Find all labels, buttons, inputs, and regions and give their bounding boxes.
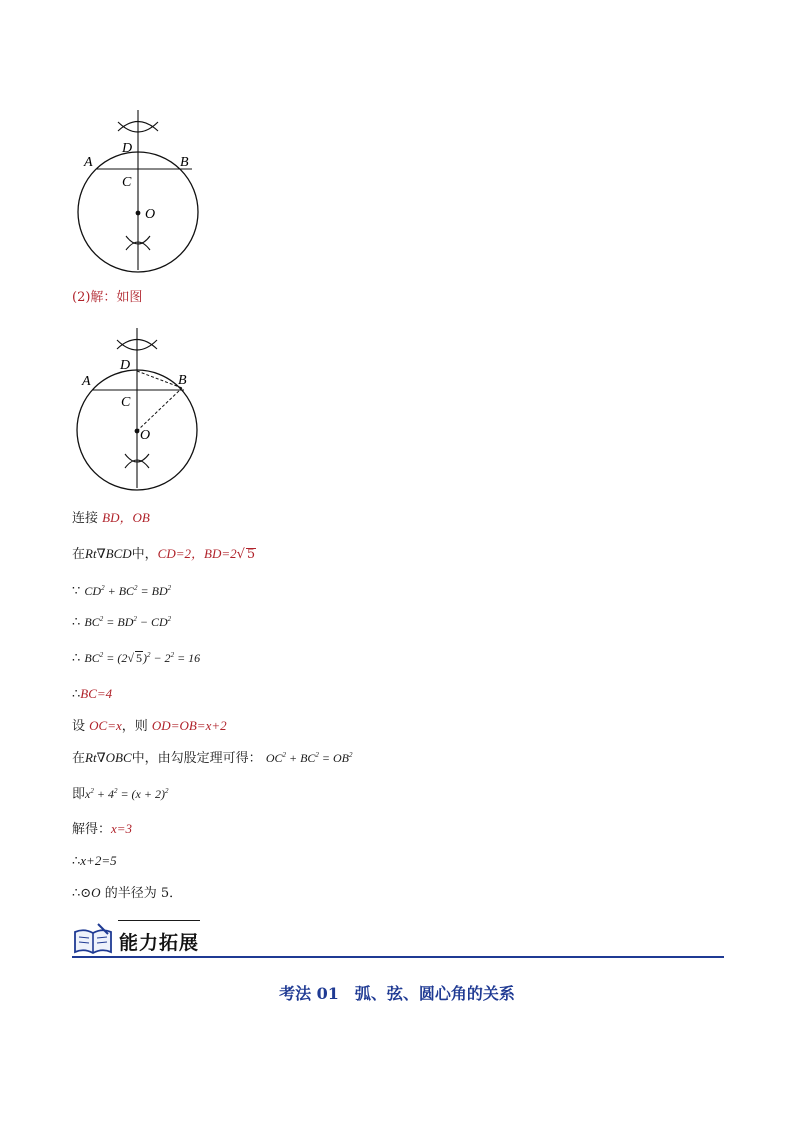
label-D: D (120, 358, 131, 373)
section-subtitle: 考法 01 弧、弦、圆心角的关系 (279, 984, 515, 1003)
label-C: C (122, 175, 132, 190)
label-O: O (145, 207, 156, 222)
label-B: B (180, 155, 189, 170)
section-title: 能力拓展 (119, 932, 200, 954)
triangle-obc: Rt∇OBC (85, 750, 132, 765)
triangle-bcd-line: 在Rt∇BCD中，CD=2，BD=2√ 5 (72, 546, 256, 562)
open-book-icon (72, 922, 114, 956)
figure-2 (70, 322, 210, 492)
label-O: O (140, 428, 151, 443)
label-C: C (121, 395, 131, 410)
label-D: D (122, 141, 133, 156)
equation-line: 即$x^2 + 4^2 = (x + 2)^2$ (72, 787, 169, 802)
radicand: 5 (246, 547, 256, 562)
x-plus-2-value: x+2=5 (80, 853, 117, 868)
od-ob-value: OD=OB=x+2 (151, 718, 227, 733)
let-line: 设 OC=x，则 OD=OB=x+2 (72, 718, 227, 734)
header-top-rule (118, 920, 200, 921)
therefore-line-1: ∴ $BC^2 = BD^2 - CD^2$ (72, 615, 172, 630)
solve-line: 解得：x=3 (72, 821, 133, 837)
intro-line: (2)解：如图 (72, 290, 143, 305)
bc-result-line: ∴BC=4 (72, 686, 113, 702)
x-plus-2-line: ∴x+2=5 (72, 853, 117, 869)
connect-value: BD，OB (102, 510, 150, 525)
header-divider (72, 956, 724, 958)
triangle-bcd: Rt∇BCD (85, 546, 132, 561)
circle-construction-figure-2 (70, 322, 210, 492)
connect-line (72, 509, 150, 528)
bc-value: BC=4 (80, 686, 113, 701)
radius-conclusion-line: ∴⊙O 的半径为 5． (72, 885, 183, 901)
pythagoras-line: 在Rt∇OBC中，由勾股定理可得： $OC^2 + BC^2 = OB^2$ (72, 750, 353, 766)
figure-1 (70, 104, 210, 274)
oc-value: OC=x (89, 718, 122, 733)
label-B: B (178, 373, 187, 388)
connect-text: 连接 (72, 511, 99, 526)
cd-bd-values: CD=2，BD=2 (157, 546, 237, 561)
label-A: A (82, 374, 91, 389)
label-A: A (84, 155, 93, 170)
x-value: x=3 (111, 821, 133, 836)
therefore-line-2: ∴ $BC^2 = (2√$ $5)^2 - 2^2 = 16$ (72, 651, 201, 666)
section-header (72, 914, 724, 960)
circle-construction-figure-1 (70, 104, 210, 274)
because-line: ∵ $CD^2 + BC^2 = BD^2$ (72, 584, 172, 599)
